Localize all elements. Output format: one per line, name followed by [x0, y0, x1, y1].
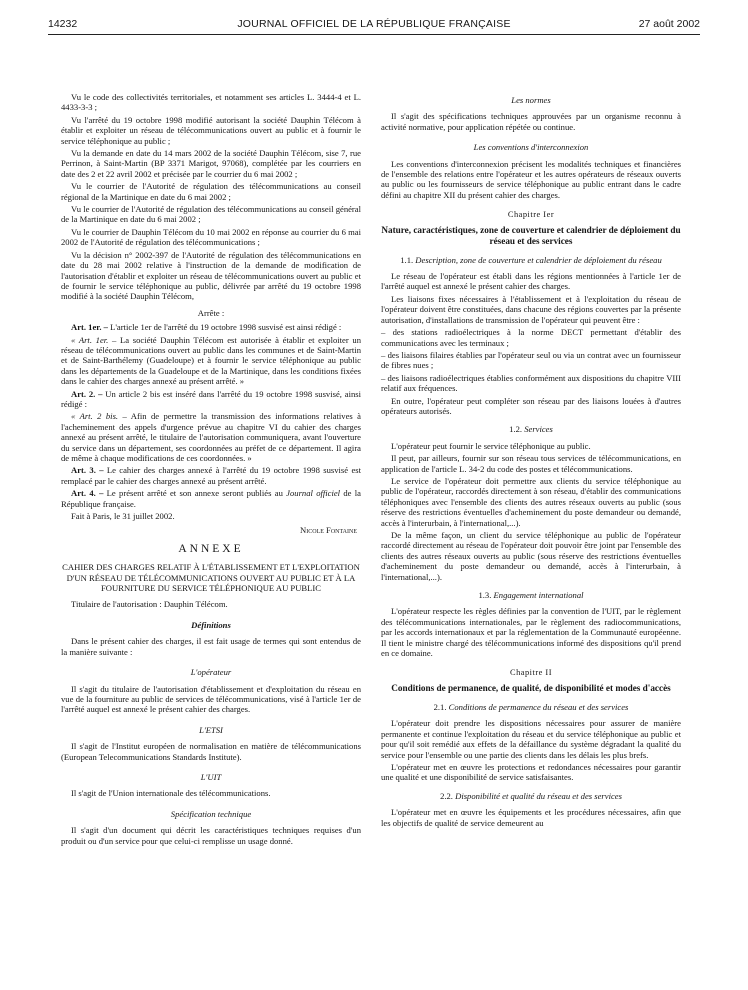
visa: Vu le courrier de l'Autorité de régulation des télécommunications au conseil régional de la Martinique en date du 6 mai 2002 ;: [61, 181, 361, 202]
left-column: [61, 92, 361, 848]
chapter-label: Chapitre II: [509, 668, 552, 678]
section-heading: L'opérateur: [190, 667, 232, 678]
article-4: Art. 4. – Le présent arrêté et son annexe seront publiés au Journal officiel de la République française.: [61, 488, 361, 509]
chapter-label: Chapitre Ier: [507, 210, 555, 220]
paragraph: Il s'agit de l'Institut européen de normalisation en matière de télécommunications (European Telecommunications Standards Institute).: [61, 741, 361, 762]
article-3: Art. 3. – Le cahier des charges annexé à l'arrêté du 19 octobre 1998 susvisé est remplacé par le cahier des charges annexé au présent arrêté.: [61, 465, 361, 486]
list-item: – des liaisons radioélectriques établies conformément aux dispositions du chapitre VIII relatif aux fréquences.: [381, 372, 681, 394]
subsection-heading: 2.1. Conditions de permanence du réseau et des services: [433, 701, 629, 712]
subsection-heading: 1.2. Services: [509, 424, 553, 435]
page-number: 14232: [48, 18, 78, 30]
section-heading: L'UIT: [200, 771, 222, 782]
section-heading: L'ETSI: [199, 724, 223, 735]
paragraph: Il s'agit de l'Union internationale des télécommunications.: [71, 788, 271, 799]
paragraph: L'opérateur doit prendre les dispositions nécessaires pour assurer de manière permanente et continue l'exploitation du réseau et du service téléphonique au public et pour qu'il soit remédié aux effets de la défaillance du système dégradant la qualité du service pour l'ensemble ou une partie des clients dans les délais les plus brefs.: [381, 718, 681, 760]
subsection-heading: 1.3. Engagement international: [478, 590, 584, 601]
cahier-title: CAHIER DES CHARGES RELATIF À L'ÉTABLISSEMENT ET L'EXPLOITATION D'UN RÉSEAU DE TÉLÉCOMMUNICATIONS OUVERT AU PUBLIC ET À LA FOURNITURE DU SERVICE TÉLÉPHONIQUE AU PUBLIC: [62, 562, 360, 594]
paragraph: Dans le présent cahier des charges, il est fait usage de termes qui sont entendus de la manière suivante :: [61, 636, 361, 657]
article-1-quote: « Art. 1er. – La société Dauphin Télécom est autorisée à établir et exploiter un réseau de télécommunications ouvert au public dans les communes et de Saint-Martin et de Saint-Barthélemy (Guadeloupe) et à fournir le service téléphonique au public dans les départements de la Guadeloupe et de la Martinique, dans les conditions fixées dans le cahier des charges annexé au présent arrêté. »: [61, 334, 362, 387]
annexe-title: ANNEXE: [178, 542, 244, 555]
article-2-quote: « Art. 2 bis. – Afin de permettre la transmission des informations relatives à l'acheminement des appels d'urgence prévue au chapitre VI du cahier des charges annexé au présent arrêté, le titulaire de l'autorisation communiquera, avant l'ouverture du service dans un département, ses coordonnées au préfet de ce département. Il agira de même à chaque modifications de ces coordonnées. »: [61, 411, 361, 463]
section-heading: Les conventions d'interconnexion: [473, 142, 589, 153]
header-rule: [48, 34, 700, 35]
visa: Vu le courrier de l'Autorité de régulation des télécommunications au conseil général de la Martinique en date du 6 mai 2002 ;: [61, 204, 361, 225]
paragraph: Le service de l'opérateur doit permettre aux clients du service téléphonique au public de l'opérateur, raccordés directement à son réseau, d'établir des communications téléphoniques avec l'ensemble des clients des autres réseaux ouverts au public (sous réserve des restrictions éventuelles d'acheminement du poste demandeur ou demandé, accès à l'interurbain, à l'international,...).: [381, 475, 681, 528]
chapter-title: Nature, caractéristiques, zone de couverture et calendrier de déploiement du réseau et des services: [381, 224, 681, 246]
paragraph: L'opérateur respecte les règles définies par la convention de l'UIT, par le règlement des télécommunications internationales, par le règlement des radiocommunications, par les accords internationaux et par la réglementation de la Communauté européenne. Il tient le ministre chargé des télécommunications informé des dispositions qu'il prend en ce domaine.: [381, 606, 681, 659]
fait-a-paris: Fait à Paris, le 31 juillet 2002.: [71, 511, 175, 522]
paragraph: Il peut, par ailleurs, fournir sur son réseau tous services de télécommunications, en application de l'article L. 34-2 du code des postes et télécommunications.: [381, 453, 681, 474]
visa: Vu le courrier de Dauphin Télécom du 10 mai 2002 en réponse au courrier du 6 mai 2002 de l'Autorité de régulation des télécommunications ;: [61, 226, 361, 248]
journal-title: JOURNAL OFFICIEL DE LA RÉPUBLIQUE FRANÇAISE: [237, 18, 511, 30]
article-1: Art. 1er. – L'article 1er de l'arrêté du 19 octobre 1998 susvisé est ainsi rédigé :: [71, 322, 342, 333]
paragraph: L'opérateur peut fournir le service téléphonique au public.: [391, 440, 591, 451]
article-label: Art. 1er. –: [71, 322, 108, 333]
subsection-heading: 1.1. Description, zone de couverture et calendrier de déploiement du réseau: [400, 254, 662, 265]
section-heading: Les normes: [511, 95, 551, 105]
list-item: – des stations radioélectriques à la norme DECT permettant d'établir des communications avec les terminaux ;: [381, 327, 681, 348]
subsection-heading: 2.2. Disponibilité et qualité du réseau et des services: [440, 790, 622, 801]
paragraph: L'opérateur met en œuvre les protections et redondances nécessaires pour garantir une qualité et une disponibilité de service satisfaisantes.: [381, 761, 681, 783]
paragraph: Les conventions d'interconnexion précisent les modalités techniques et financières de l'ensemble des relations entre l'opérateur et les autres opérateurs de réseaux ouverts au public ou les fournisseurs de service téléphonique au public entrant dans le cadre défini au chapitre XII du présent cahier des charges.: [381, 158, 681, 200]
arrete-heading: Arrête :: [197, 307, 225, 318]
article-label: Art. 4. –: [71, 488, 104, 499]
signature: Nicole Fontaine: [300, 525, 357, 536]
visa: Vu le code des collectivités territoriales, et notamment ses articles L. 3444-4 et L. 4433-3-3 ;: [61, 92, 361, 113]
paragraph: Il s'agit des spécifications techniques approuvées par un organisme reconnu à activité normative, pour application répétée ou continue.: [381, 111, 681, 132]
paragraph: Le réseau de l'opérateur est établi dans les régions mentionnées à l'article 1er de l'arrêté auquel est annexé le présent cahier des charges.: [381, 271, 681, 292]
visa: Vu l'arrêté du 19 octobre 1998 modifié autorisant la société Dauphin Télécom à établir et exploiter un réseau de télécommunications ouvert au public et à fournir le service téléphonique au public ;: [61, 114, 361, 146]
titulaire: Titulaire de l'autorisation : Dauphin Télécom.: [71, 599, 228, 610]
paragraph: Les liaisons fixes nécessaires à l'établissement et à l'exploitation du réseau de l'opérateur doivent être constituées, dans chacune des régions couvertes par la présente autorisation, d'installations de transmission de l'opérateur qui peuvent être :: [381, 293, 681, 325]
paragraph: Il s'agit d'un document qui décrit les caractéristiques techniques requises d'un produit ou d'un service pour que celui-ci remplisse un usage donné.: [61, 825, 361, 846]
article-label: Art. 2. –: [71, 388, 103, 399]
page-header: [48, 16, 700, 32]
paragraph: En outre, l'opérateur peut compléter son réseau par des liaisons louées à d'autres opérateurs autorisés.: [381, 395, 681, 416]
article-label: Art. 3. –: [71, 465, 104, 476]
list-item: – des liaisons filaires établies par l'opérateur seul ou via un contrat avec un fournisseur de fibres nues ;: [381, 349, 681, 371]
paragraph: Il s'agit du titulaire de l'autorisation d'établissement et d'exploitation du réseau en vue de la fourniture au public de services de télécommunications, visé à l'article 1er de l'arrêté auquel est annexé le présent cahier des charges.: [61, 683, 361, 715]
visa: Vu la demande en date du 14 mars 2002 de la société Dauphin Télécom, sise 7, rue Perrinon, à Saint-Martin (BP 3371 Marigot, 97068), complétée par les courriers en date des 2 et 22 avril 2002 et précisée par le courrier du 6 mai 2002 ;: [61, 148, 361, 179]
visa: Vu la décision n° 2002-397 de l'Autorité de régulation des télécommunications en date du 28 mai 2002 relative à l'instruction de la demande de modification de l'autorisation d'établir et exploiter un réseau de télécommunications ouvert au public et de fournir le service téléphonique au public, délivrée par arrêté du 19 octobre 1998 modifié à la société Dauphin Télécom,: [61, 249, 361, 302]
section-heading: Définitions: [191, 619, 231, 630]
chapter-title: Conditions de permanence, de qualité, de disponibilité et modes d'accès: [391, 682, 671, 693]
right-column: [381, 93, 681, 830]
issue-date: 27 août 2002: [638, 18, 700, 30]
section-heading: Spécification technique: [170, 808, 252, 819]
article-2: Art. 2. – Un article 2 bis est inséré dans l'arrêté du 19 octobre 1998 susvisé, ainsi rédigé :: [61, 388, 361, 409]
paragraph: De la même façon, un client du service téléphonique au public de l'opérateur raccordé directement au réseau de l'opérateur doit pouvoir être joint par l'ensemble des clients des autres réseaux ouverts au public (sous réserve des restrictions éventuelles d'acheminement du poste demandeur ou demandé, accès à l'interurbain, à l'international,...).: [381, 530, 681, 582]
paragraph: L'opérateur met en œuvre les équipements et les procédures nécessaires, afin que les objectifs de qualité de service demeurent au: [381, 807, 681, 828]
